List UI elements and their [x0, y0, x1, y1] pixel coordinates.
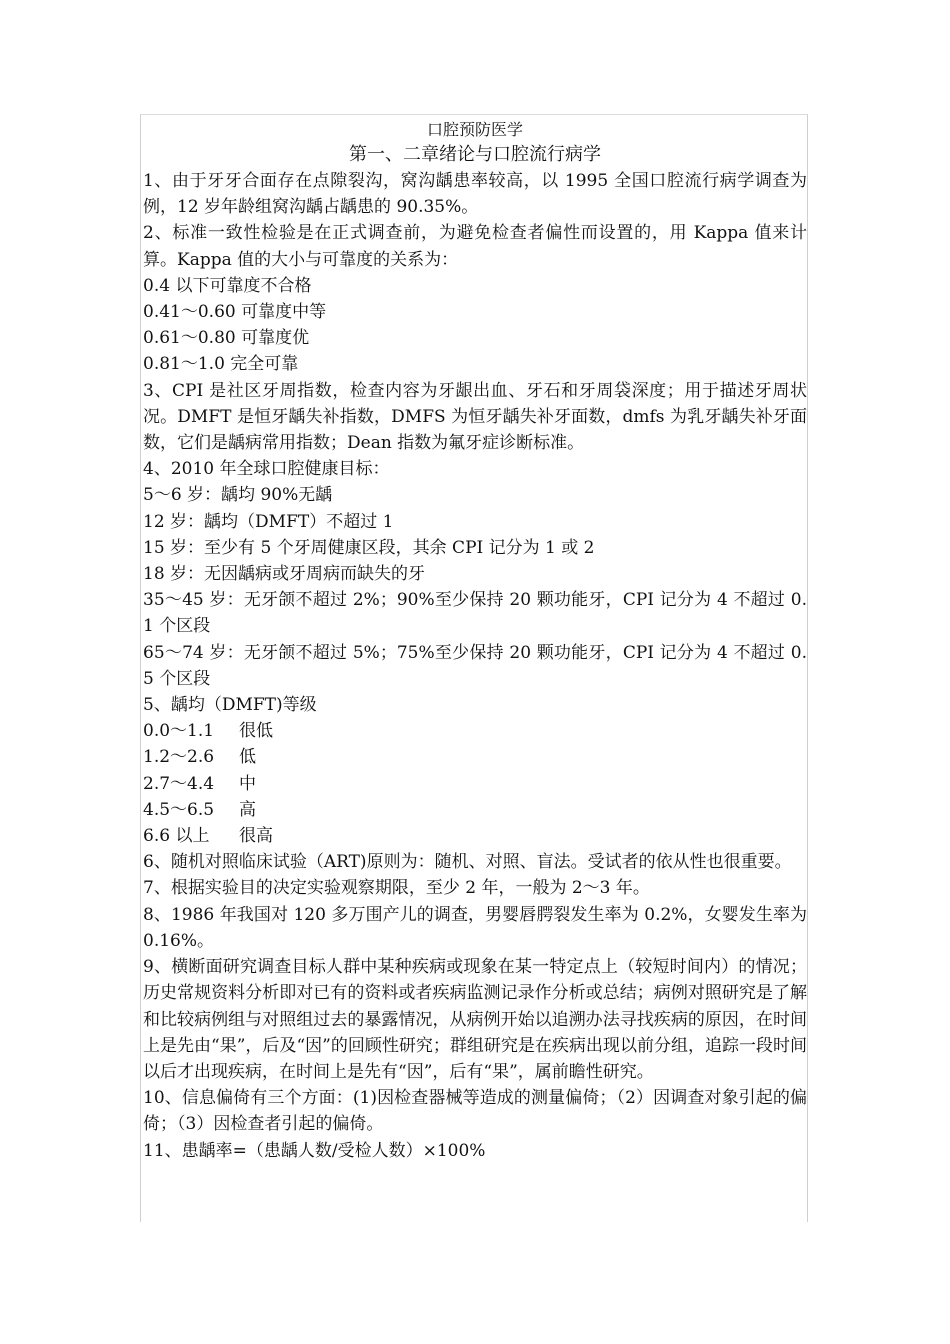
kappa-level: 0.81～1.0 完全可靠 [143, 354, 299, 375]
kappa-level: 0.41～0.60 可靠度中等 [143, 302, 327, 323]
dmft-level-row [143, 823, 807, 849]
oral-health-goal: 15 岁：至少有 5 个牙周健康区段，其余 CPI 记分为 1 或 2 [143, 537, 595, 558]
dmft-range: 2.7～4.4 [143, 773, 215, 794]
item-9: 9、横断面研究调查目标人群中某种疾病或现象在某一特定点上（较短时间内）的情况；历史常规资料分析即对已有的资料或者疾病监测记录作分析或总结；病例对照研究是了解和比较病例组与对照组过去的暴露情况，从病例开始以追溯办法寻找疾病的原因，在时间上是先由“果”，后及“因”的回顾性研究；群组研究是在疾病出现以前分组，追踪一段时间以后才出现疾病，在时间上是先有“因”，后有“果”，属前瞻性研究。 [143, 957, 807, 1082]
dmft-range: 6.6 以上 [143, 826, 210, 847]
document-content [143, 118, 807, 1164]
item-6: 6、随机对照临床试验（ART)原则为：随机、对照、盲法。受试者的依从性也很重要。 [143, 852, 792, 873]
dmft-level: 很高 [239, 826, 273, 847]
oral-health-goal: 5～6 岁：龋均 90%无龋 [143, 485, 333, 506]
dmft-level-row [143, 771, 807, 797]
dmft-level-row [143, 797, 807, 823]
item-4: 4、2010 年全球口腔健康目标： [143, 459, 390, 480]
dmft-range: 0.0～1.1 [143, 721, 215, 742]
dmft-level-row [143, 744, 807, 770]
dmft-level: 很低 [239, 721, 273, 742]
dmft-range: 4.5～6.5 [143, 799, 215, 820]
item-5: 5、龋均（DMFT)等级 [143, 695, 317, 716]
item-8: 8、1986 年我国对 120 多万围产儿的调查，男婴唇腭裂发生率为 0.2%，女婴发生率为 0.16%。 [143, 904, 807, 951]
oral-health-goal: 12 岁：龋均（DMFT）不超过 1 [143, 511, 394, 532]
item-2: 2、标准一致性检验是在正式调查前，为避免检查者偏性而设置的，用 Kappa 值来计算。Kappa 值的大小与可靠度的关系为： [143, 223, 807, 270]
oral-health-goal: 18 岁：无因龋病或牙周病而缺失的牙 [143, 564, 426, 585]
item-3: 3、CPI 是社区牙周指数，检查内容为牙龈出血、牙石和牙周袋深度；用于描述牙周状况。DMFT 是恒牙龋失补指数，DMFS 为恒牙龋失补牙面数，dmfs 为乳牙龋失补牙面数，它们是龋病常用指数；Dean 指数为氟牙症诊断标准。 [143, 380, 807, 454]
document-title: 口腔预防医学 [426, 120, 523, 139]
dmft-level-row [143, 718, 807, 744]
item-10: 10、信息偏倚有三个方面：(1)因检查器械等造成的测量偏倚；（2）因调查对象引起的偏倚；（3）因检查者引起的偏倚。 [143, 1088, 807, 1135]
dmft-level: 低 [239, 747, 256, 768]
item-1: 1、由于牙牙合面存在点隙裂沟，窝沟龋患率较高，以 1995 全国口腔流行病学调查为例，12 岁年龄组窝沟龋占龋患的 90.35%。 [143, 171, 807, 218]
item-7: 7、根据实验目的决定实验观察期限，至少 2 年，一般为 2～3 年。 [143, 878, 650, 899]
oral-health-goal: 65～74 岁：无牙颌不超过 5%；75%至少保持 20 颗功能牙，CPI 记分为 4 不超过 0.5 个区段 [143, 642, 807, 689]
item-11: 11、患龋率=（患龋人数/受检人数）×100% [143, 1140, 486, 1161]
chapter-title: 第一、二章绪论与口腔流行病学 [349, 144, 601, 165]
dmft-level: 中 [239, 773, 256, 794]
kappa-level: 0.61～0.80 可靠度优 [143, 328, 310, 349]
dmft-range: 1.2～2.6 [143, 747, 215, 768]
dmft-level: 高 [239, 799, 256, 820]
kappa-level: 0.4 以下可靠度不合格 [143, 275, 312, 296]
oral-health-goal: 35～45 岁：无牙颌不超过 2%；90%至少保持 20 颗功能牙，CPI 记分为 4 不超过 0.1 个区段 [143, 590, 807, 637]
